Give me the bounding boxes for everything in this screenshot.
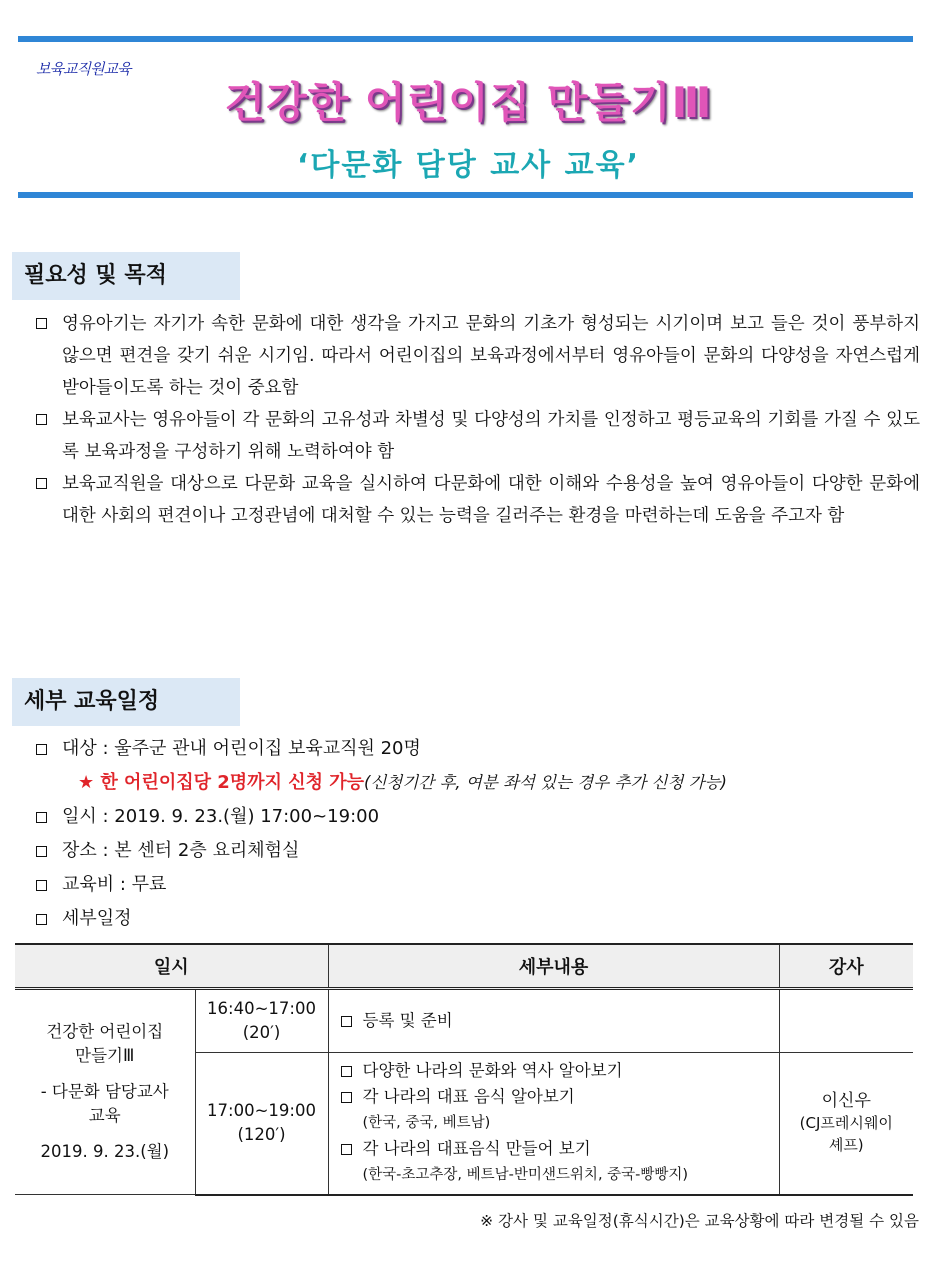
page-title: 건강한 어린이집 만들기Ⅲ xyxy=(224,78,713,127)
schedule-note: ★ 한 어린이집당 2명까지 신청 가능(신청기간 후, 여분 좌석 있는 경우 추가 신청 가능) xyxy=(78,772,727,793)
time-cell: 17:00~19:00 (120′) xyxy=(195,1053,328,1195)
table-header-content: 세부내용 xyxy=(328,944,779,989)
footnote: ※ 강사 및 교육일정(휴식시간)은 교육상황에 따라 변경될 수 있음 xyxy=(480,1212,919,1230)
section-heading-schedule: 세부 교육일정 xyxy=(12,678,240,726)
table-header-date: 일시 xyxy=(15,944,328,989)
schedule-target: 대상 : 울주군 관내 어린이집 보육교직원 20명 xyxy=(34,732,914,766)
checkbox-bullet-icon xyxy=(341,1066,352,1077)
org-label: 보육교직원교육 xyxy=(36,60,131,78)
schedule-list xyxy=(34,732,914,936)
checkbox-bullet-icon xyxy=(36,744,47,755)
purpose-list xyxy=(34,308,920,532)
purpose-item: 보육교직원을 대상으로 다문화 교육을 실시하여 다문화에 대한 이해와 수용성을 높여 영유아들이 다양한 문화에 대한 사회의 편견이나 고정관념에 대처할 수 있는 능력을 길러주는 환경을 마련하는데 도움을 주고자 함 xyxy=(34,468,920,532)
schedule-place: 장소 : 본 센터 2층 요리체험실 xyxy=(34,834,914,868)
content-cell: 등록 및 준비 xyxy=(328,989,779,1053)
page-subtitle: ‘다문화 담당 교사 교육’ xyxy=(297,148,640,183)
instructor-cell xyxy=(779,989,913,1053)
checkbox-bullet-icon xyxy=(341,1144,352,1155)
schedule-fee: 교육비 : 무료 xyxy=(34,868,914,902)
checkbox-bullet-icon xyxy=(36,846,47,857)
top-rule xyxy=(18,36,913,42)
checkbox-bullet-icon xyxy=(36,318,47,329)
table-header-instructor: 강사 xyxy=(779,944,913,989)
schedule-detail: 세부일정 xyxy=(34,902,914,936)
instructor-cell: 이신우 (CJ프레시웨이 셰프) xyxy=(779,1053,913,1195)
checkbox-bullet-icon xyxy=(36,914,47,925)
purpose-item: 보육교사는 영유아들이 각 문화의 고유성과 차별성 및 다양성의 가치를 인정하고 평등교육의 기회를 가질 수 있도록 보육과정을 구성하기 위해 노력하여야 함 xyxy=(34,404,920,468)
time-cell: 16:40~17:00 (20′) xyxy=(195,989,328,1053)
checkbox-bullet-icon xyxy=(341,1016,352,1027)
checkbox-bullet-icon xyxy=(36,478,47,489)
bottom-rule xyxy=(18,192,913,198)
program-cell: 건강한 어린이집 만들기Ⅲ - 다문화 담당교사 교육 2019. 9. 23.(월) xyxy=(15,989,195,1195)
checkbox-bullet-icon xyxy=(36,880,47,891)
schedule-table xyxy=(15,943,913,1196)
section-heading-purpose: 필요성 및 목적 xyxy=(12,252,240,300)
purpose-item: 영유아기는 자기가 속한 문화에 대한 생각을 가지고 문화의 기초가 형성되는 시기이며 보고 들은 것이 풍부하지 않으면 편견을 갖기 쉬운 시기임. 따라서 어린이집의 보육과정에서부터 영유아들이 문화의 다양성을 자연스럽게 받아들이도록 하는 것이 중요함 xyxy=(34,308,920,404)
schedule-date: 일시 : 2019. 9. 23.(월) 17:00~19:00 xyxy=(34,800,914,834)
star-icon: ★ xyxy=(78,772,95,793)
checkbox-bullet-icon xyxy=(36,812,47,823)
checkbox-bullet-icon xyxy=(341,1092,352,1103)
checkbox-bullet-icon xyxy=(36,414,47,425)
content-cell: 다양한 나라의 문화와 역사 알아보기 각 나라의 대표 음식 알아보기 (한국, 중국, 베트남) 각 나라의 대표음식 만들어 보기 (한국-초고추장, 베트남-반미샌드위치, 중국-빵빵지) xyxy=(328,1053,779,1195)
